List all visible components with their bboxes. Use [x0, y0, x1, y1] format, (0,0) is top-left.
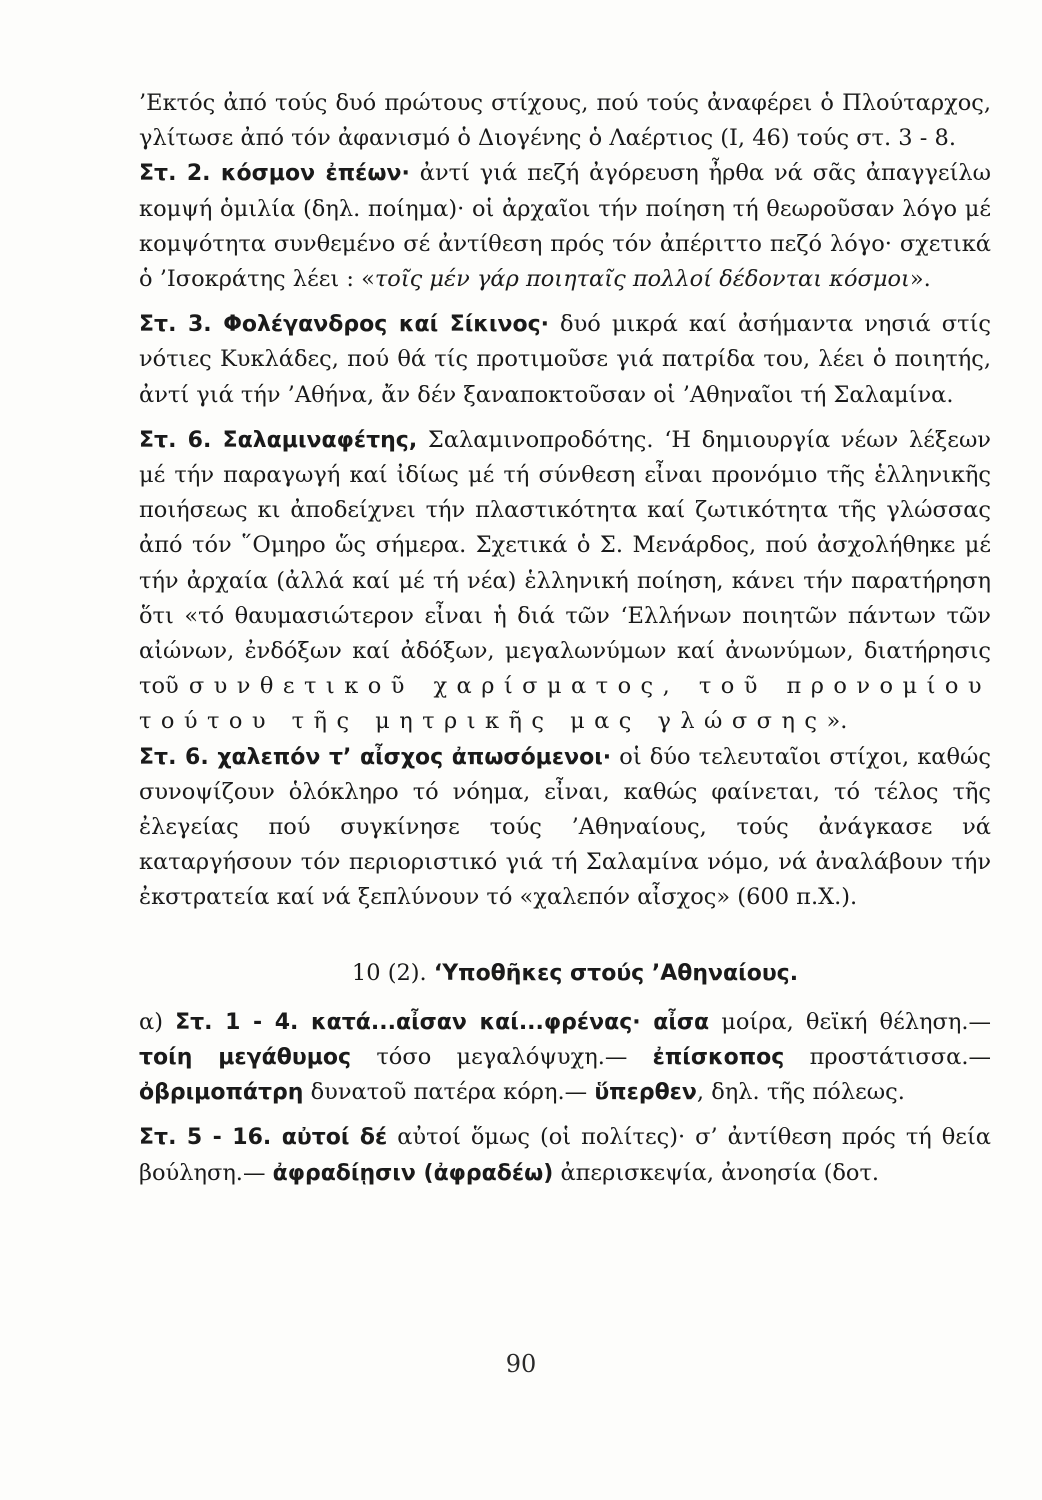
- spaced-quotation: συνθετικοῦ χαρίσματος, τοῦ προνομίου τούτου τῆς μητρικῆς μας γλώσσης: [139, 673, 991, 735]
- lemma: Στ. 5 - 16. αὐτοί δέ: [139, 1125, 388, 1151]
- lemma: ἐπίσκοπος: [652, 1045, 785, 1071]
- page-text: [139, 86, 991, 1191]
- lemma: ὕπερθεν: [594, 1080, 697, 1106]
- paragraph-intro: [139, 86, 991, 156]
- paragraph-line-6: [139, 423, 991, 740]
- paragraph-text: , δηλ. τῆς πόλεως.: [696, 1079, 905, 1106]
- paragraph-text: μοίρα, θεϊκή θέληση.—: [709, 1008, 991, 1035]
- lemma: Στ. 6. Σαλαμιναφέτης,: [139, 427, 418, 453]
- paragraph-text: προστάτισσα.—: [784, 1044, 991, 1071]
- section-title: ‘Υποθῆκες στούς ’Αθηναίους.: [433, 960, 799, 986]
- paragraph-text: α): [139, 1008, 176, 1035]
- lemma: Στ. 6. χαλεπόν τ’ αἶσχος ἀπωσόμενοι·: [139, 744, 612, 770]
- paragraph-a: [139, 1005, 991, 1111]
- paragraph-text: δυό μικρά καί ἀσήμαντα νησιά στίς νότιες Κυκλάδες, πού θά τίς προτιμοῦσε γιά πατρίδα του, λέει ὁ ποιητής, ἀντί γιά τήν ’Αθήνα, ἄν δέν ξαναποκτοῦσαν οἱ ’Αθηναῖοι τή Σαλαμίνα.: [139, 311, 992, 408]
- paragraph-text: ».: [826, 708, 848, 735]
- page-number: 90: [505, 1350, 537, 1378]
- lemma: Στ. 3. Φολέγανδρος καί Σίκινος·: [139, 312, 550, 338]
- lemma: Στ. 2. κόσμον ἐπέων·: [139, 161, 410, 187]
- paragraph-line-2: [139, 156, 991, 297]
- section-heading: [139, 956, 991, 991]
- paragraph-text: ἀντί γιά πεζή ἀγόρευση ἦρθα νά σᾶς ἀπαγγείλω κομψή ὁμιλία (δηλ. ποίημα)· οἱ ἀρχαῖοι τήν ποίηση τή θεωροῦσαν λόγο μέ κομψότητα συνθεμένο σέ ἀντίθεση πρός τόν ἀπέριττο πεζό λόγο· σχετικά ὁ ’Ισοκράτης λέει : «: [139, 160, 991, 293]
- paragraph-text: ».: [909, 266, 931, 293]
- paragraph-line-5-16: [139, 1120, 991, 1190]
- lemma: ἀφραδίῃσιν (ἀφραδέω): [272, 1160, 554, 1186]
- lemma: τοίη μεγάθυμος: [139, 1045, 352, 1071]
- paragraph-text: ’Εκτός ἀπό τούς δυό πρώτους στίχους, πού τούς ἀναφέρει ὁ Πλούταρχος, γλίτωσε ἀπό τόν ἀφανισμό ὁ Διογένης ὁ Λαέρτιος (I, 46) τούς στ. 3 - 8.: [139, 90, 991, 152]
- paragraph-text: τόσο μεγαλόψυχη.—: [351, 1044, 653, 1071]
- paragraph-text: Σαλαμινοπροδότης. ‘Η δημιουργία νέων λέξεων μέ τήν παραγωγή καί ἰδίως μέ τή σύνθεση εἶναι προνόμιο τῆς ἑλληνικῆς ποιήσεως κι ἀποδείχνει τήν πλαστικότητα καί ζωτικότητα τῆς γλώσσας ἀπό τόν ῞Ομηρο ὥς σήμερα. Σχετικά ὁ Σ. Μενάρδος, πού ἀσχολήθηκε μέ τήν ἀρχαία (ἀλλά καί μέ τή νέα) ἑλληνική ποίηση, κάνει τήν παρατήρηση ὅτι «τό θαυμασιώτερον εἶναι ἡ διά τῶν ‘Ελλήνων ποιητῶν πάντων τῶν αἰώνων, ἐνδόξων καί ἀδόξων, μεγαλωνύμων καί ἀνωνύμων, διατήρησις τοῦ: [139, 426, 991, 700]
- paragraph-text: ἀπερισκεψία, ἀνοησία (δοτ.: [553, 1159, 880, 1186]
- paragraph-line-6b: [139, 740, 991, 916]
- lemma: ὀβριμοπάτρη: [139, 1080, 304, 1106]
- paragraph-text: αὐτοί ὅμως (οἱ πολίτες)· σ’ ἀντίθεση πρός τή θεία βούληση.—: [139, 1124, 991, 1186]
- lemma: Στ. 1 - 4. κατά...αἶσαν καί...φρένας· αἶσα: [175, 1009, 710, 1035]
- paragraph-text: δυνατοῦ πατέρα κόρη.—: [303, 1079, 595, 1106]
- paragraph-text: οἱ δύο τελευταῖοι στίχοι, καθώς συνοψίζουν ὁλόκληρο τό νόημα, εἶναι, καθώς φαίνεται, τό τέλος τῆς ἐλεγείας πού συγκίνησε τούς ’Αθηναίους, τούς ἀνάγκασε νά καταργήσουν τόν περιοριστικό γιά τή Σαλαμίνα νόμο, νά ἀναλάβουν τήν ἐκστρατεία καί νά ξεπλύνουν τό «χαλεπόν αἶσχος» (600 π.Χ.).: [139, 743, 991, 911]
- paragraph-line-3: [139, 307, 991, 413]
- quotation: τοῖς μέν γάρ ποιηταῖς πολλοί δέδονται κόσμοι: [374, 266, 910, 293]
- section-number: 10 (2).: [351, 959, 427, 986]
